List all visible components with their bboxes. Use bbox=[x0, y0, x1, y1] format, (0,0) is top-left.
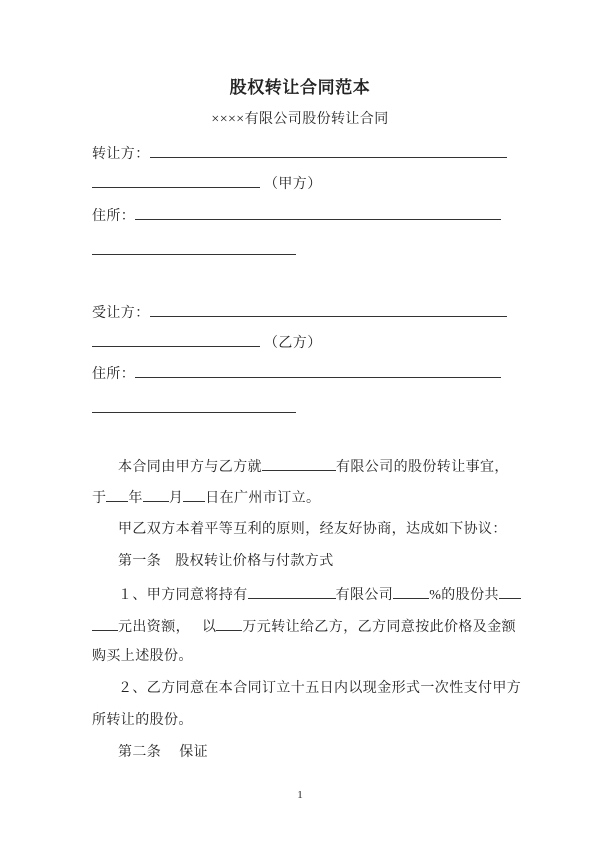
clause-1-part-4: 元出资额， bbox=[118, 620, 190, 635]
document-title: 股权转让合同范本 bbox=[229, 78, 371, 97]
transferor-name-blank bbox=[150, 143, 507, 158]
transferee-name-blank bbox=[150, 302, 507, 317]
page-number: 1 bbox=[297, 789, 303, 801]
year-blank bbox=[106, 487, 128, 502]
article-2-number: 第二条 bbox=[118, 745, 162, 760]
clause-1-line-1 bbox=[118, 584, 521, 604]
percent-blank bbox=[393, 584, 429, 599]
paragraph-2 bbox=[92, 487, 320, 507]
transferor-address-blank-2 bbox=[92, 240, 296, 255]
transferee-label: 受让方： bbox=[92, 306, 150, 321]
company-name-blank bbox=[262, 456, 336, 471]
transferee-address-blank bbox=[135, 363, 501, 378]
clause-1-line-3: 购买上述股份。 bbox=[92, 649, 193, 664]
clause-1-line-2 bbox=[92, 616, 516, 636]
paragraph-1-part-2: 有限公司的股份转让事宜， bbox=[336, 460, 509, 475]
clause-1-part-6: 万元转让给乙方，乙方同意按此价格及金额 bbox=[242, 620, 517, 635]
transferor-address-label: 住所： bbox=[92, 209, 136, 224]
transferor-name-blank-2 bbox=[92, 173, 260, 188]
paragraph-1-part-1: 本合同由甲方与乙方就 bbox=[118, 460, 262, 475]
transferee-name-blank-2 bbox=[92, 332, 260, 347]
date-prefix: 于 bbox=[92, 491, 107, 506]
transferor-address-blank bbox=[135, 205, 501, 220]
clause-1-part-3: %的股份共 bbox=[429, 588, 499, 603]
clause-2-line-2: 所转让的股份。 bbox=[92, 713, 193, 728]
article-2-heading bbox=[118, 743, 208, 763]
paragraph-3: 甲乙双方本着平等互利的原则，经友好协商，达成如下协议： bbox=[118, 522, 507, 537]
clause-1-part-2: 有限公司 bbox=[335, 588, 394, 603]
transferor-name-row bbox=[92, 143, 507, 163]
capital-blank bbox=[499, 584, 521, 599]
price-blank bbox=[216, 616, 242, 631]
transferee-address-label: 住所： bbox=[92, 367, 136, 382]
article-2-title: 保证 bbox=[179, 745, 209, 760]
transferee-address-blank-2 bbox=[92, 398, 296, 413]
party-b-tag: （乙方） bbox=[264, 336, 322, 351]
capital-blank-2 bbox=[92, 616, 118, 631]
clause-2-line-1: ２、乙方同意在本合同订立十五日内以现金形式一次性支付甲方 bbox=[118, 681, 522, 696]
clause-1-part-5: 以 bbox=[202, 620, 217, 635]
paragraph-1 bbox=[118, 456, 509, 476]
day-suffix: 日在广州市订立。 bbox=[205, 491, 321, 506]
day-blank bbox=[183, 487, 205, 502]
clause-1-part-1: １、甲方同意将持有 bbox=[118, 588, 248, 603]
article-1-heading bbox=[118, 552, 334, 572]
transferor-address-row bbox=[92, 205, 501, 225]
document-subtitle: ××××有限公司股份转让合同 bbox=[211, 112, 389, 127]
month-blank bbox=[143, 487, 169, 502]
transferee-party-row bbox=[92, 332, 322, 352]
transferee-name-row bbox=[92, 302, 507, 322]
month-label: 月 bbox=[168, 491, 184, 506]
transferor-label: 转让方： bbox=[92, 147, 150, 162]
transferee-address-row bbox=[92, 363, 501, 383]
party-a-tag: （甲方） bbox=[264, 177, 322, 192]
transferee-address-row-2 bbox=[92, 398, 296, 418]
transferor-party-row bbox=[92, 173, 322, 193]
transferor-address-row-2 bbox=[92, 240, 296, 260]
article-1-number: 第一条 bbox=[118, 554, 162, 569]
year-label: 年 bbox=[128, 491, 143, 506]
held-company-blank bbox=[248, 584, 336, 599]
article-1-title: 股权转让价格与付款方式 bbox=[175, 554, 334, 569]
